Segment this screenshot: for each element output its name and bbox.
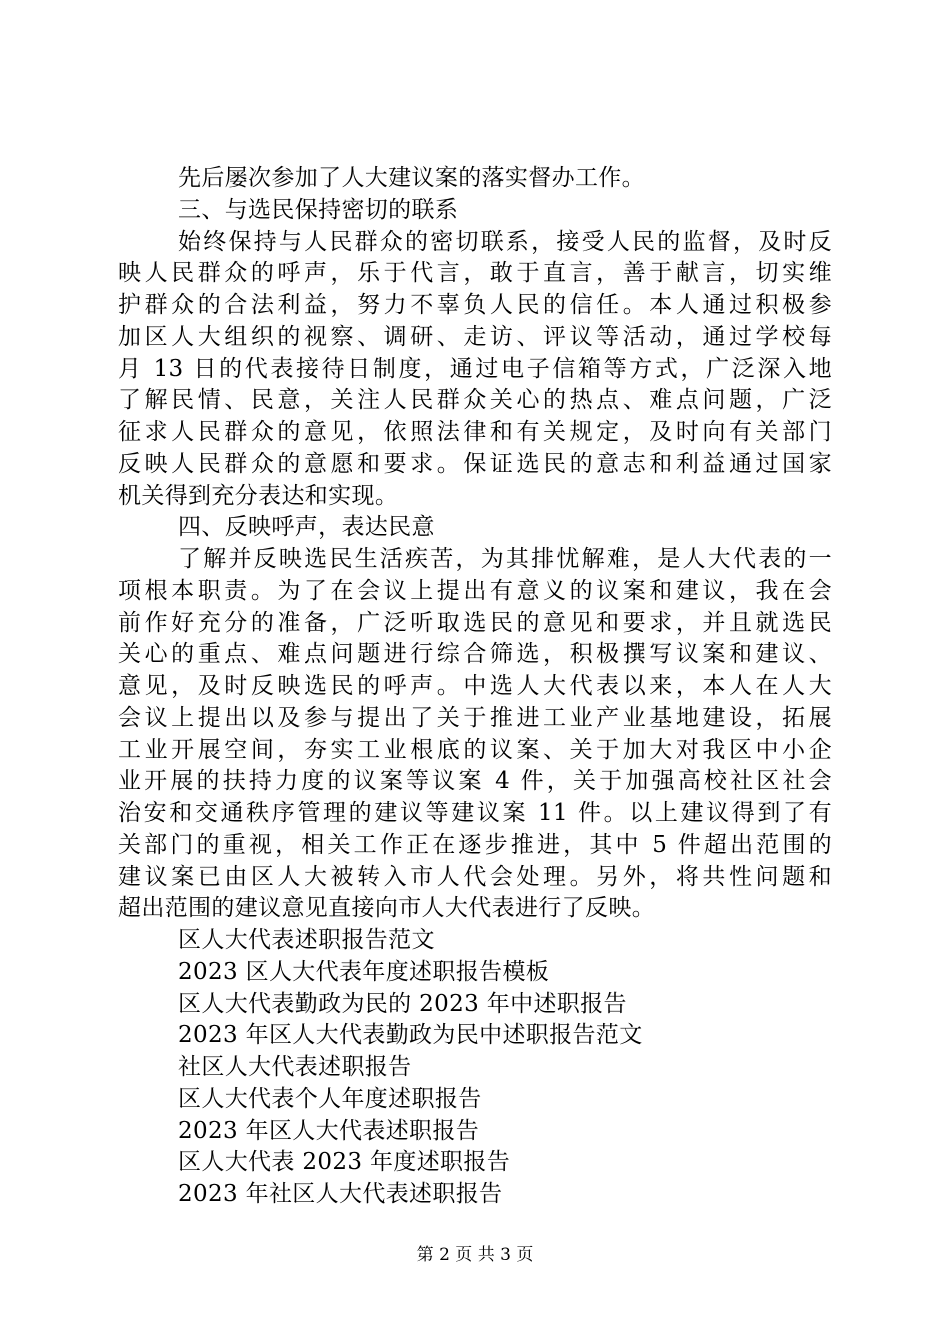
text-line: 护群众的合法利益，努力不辜负人民的信任。本人通过积极参 (118, 292, 832, 318)
text-line: 区人大代表勤政为民的 2023 年中述职报告 (178, 990, 627, 1017)
text-line: 征求人民群众的意见，依照法律和有关规定，及时向有关部门 (118, 419, 832, 445)
document-body (118, 163, 832, 1211)
text-line: 工业开展空间，夯实工业根底的议案、关于加大对我区中小企 (118, 736, 832, 763)
text-line: 社区人大代表述职报告 (178, 1054, 412, 1080)
text-line: 2023 年社区人大代表述职报告 (178, 1181, 503, 1207)
text-line: 2023 年区人大代表勤政为民中述职报告范文 (178, 1022, 643, 1049)
text-line: 了解民情、民意，关注人民群众关心的热点、难点问题，广泛 (118, 387, 832, 414)
text-line: 加区人大组织的视察、调研、走访、评议等活动，通过学校每 (118, 323, 832, 350)
text-line: 治安和交通秩序管理的建议等建议案 11 件。以上建议得到了有 (118, 800, 832, 826)
text-line: 前作好充分的准备，广泛听取选民的意见和要求，并且就选民 (118, 609, 832, 636)
text-line: 2023 年区人大代表述职报告 (178, 1117, 480, 1144)
text-line: 关部门的重视，相关工作正在逐步推进，其中 5 件超出范围的 (118, 831, 832, 858)
text-line: 2023 区人大代表年度述职报告模板 (178, 958, 550, 985)
text-line: 四、反映呼声，表达民意 (178, 514, 435, 541)
text-line: 先后屡次参加了人大建议案的落实督办工作。 (178, 165, 645, 191)
text-line: 始终保持与人民群众的密切联系，接受人民的监督，及时反 (178, 228, 832, 255)
text-line: 关心的重点、难点问题进行综合筛选，积极撰写议案和建议、 (118, 641, 832, 668)
text-line: 超出范围的建议意见直接向市人大代表进行了反映。 (118, 895, 656, 922)
text-line: 了解并反映选民生活疾苦，为其排忧解难，是人大代表的一 (178, 546, 832, 572)
text-line: 建议案已由区人大被转入市人代会处理。另外，将共性问题和 (118, 863, 832, 890)
text-line: 意见，及时反映选民的呼声。中选人大代表以来，本人在人大 (118, 673, 832, 699)
text-line: 反映人民群众的意愿和要求。保证选民的意志和利益通过国家 (118, 450, 832, 477)
text-line: 业开展的扶持力度的议案等议案 4 件，关于加强高校社区社会 (118, 768, 832, 795)
text-line: 区人大代表 2023 年度述职报告 (178, 1149, 511, 1176)
page-footer: 第 2 页 共 3 页 (416, 1245, 534, 1265)
text-line: 月 13 日的代表接待日制度，通过电子信箱等方式，广泛深入地 (118, 355, 832, 382)
text-line: 项根本职责。为了在会议上提出有意义的议案和建议，我在会 (118, 577, 832, 604)
text-line: 映人民群众的呼声，乐于代言，敢于直言，善于献言，切实维 (118, 260, 832, 287)
text-line: 机关得到充分表达和实现。 (118, 482, 399, 509)
text-line: 区人大代表个人年度述职报告 (178, 1085, 482, 1112)
text-line: 会议上提出以及参与提出了关于推进工业产业基地建设，拓展 (118, 704, 832, 731)
text-line: 区人大代表述职报告范文 (178, 927, 435, 953)
text-line: 三、与选民保持密切的联系 (178, 196, 459, 223)
